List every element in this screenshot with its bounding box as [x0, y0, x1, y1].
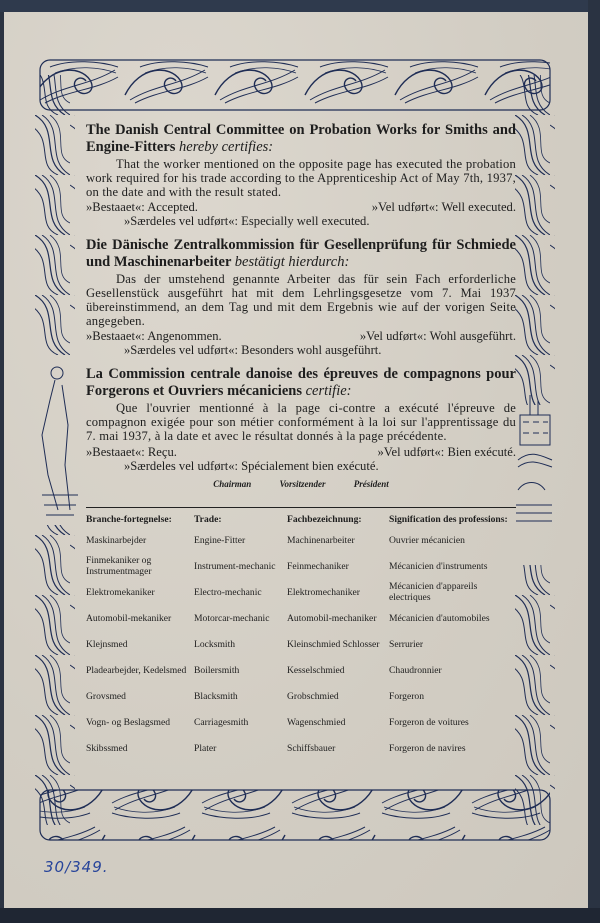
german-results-row [86, 330, 516, 344]
table-row [86, 684, 516, 710]
cell-danish: Automobil-mekaniker [86, 612, 172, 624]
english-results-row [86, 201, 516, 215]
cell-german: Machinenarbeiter [287, 534, 355, 546]
french-heading [86, 366, 516, 400]
table-row [86, 710, 516, 736]
cell-german: Kleinschmied Schlosser [287, 638, 380, 650]
cell-danish: Grovsmed [86, 690, 126, 702]
col-header-danish: Branche-fortegnelse: [86, 514, 172, 526]
handwritten-reference-number: 30/349. [44, 858, 109, 876]
cell-french: Mécanicien d'automobiles [389, 612, 490, 624]
result-recu: »Bestaaet«: Reçu. [86, 444, 177, 459]
cell-french: Forgeron de navires [389, 742, 466, 754]
trades-table [86, 513, 516, 762]
cell-danish: Pladearbejder, Kedelsmed [86, 664, 187, 676]
table-row [86, 528, 516, 554]
cell-english: Instrument-mechanic [194, 560, 276, 572]
cell-french: Ouvrier mécanicien [389, 534, 465, 546]
result-bien-execute: »Vel udført«: Bien exécuté. [377, 444, 516, 459]
cell-danish: Klejnsmed [86, 638, 128, 650]
cell-danish: Finmekaniker og Instrumentmager [86, 555, 152, 577]
table-row [86, 736, 516, 762]
signature-labels: Chairman Vorsitzender Président [213, 479, 389, 490]
cell-english: Carriagesmith [194, 716, 249, 728]
cell-french: Mécanicien d'instruments [389, 560, 488, 572]
german-body: Das der umstehend genannte Arbeiter das für sein Fach erforderliche Gesellenstück ausgeführt hat mit dem Lehrlingsgesetze vom 7. Mai 1937 übereinstimmend, an dem Tag und mit dem Ergebnis wie auf der vorigen Seite angegeben. [86, 272, 516, 328]
result-well-executed: »Vel udført«: Well executed. [371, 200, 516, 215]
book-cover-top-edge [0, 0, 600, 12]
french-section [86, 366, 516, 473]
cell-german: Schiffsbauer [287, 742, 336, 754]
french-body: Que l'ouvrier mentionné à la page ci-contre a exécuté l'épreuve de compagnon exigée pour son métier conformément à la loi sur l'apprentissage du 7. mai 1937, à la date et avec le résultat donnés à la page précédente. [86, 401, 516, 443]
cell-danish: Vogn- og Beslagsmed [86, 716, 171, 728]
german-heading [86, 237, 516, 271]
cell-german: Kesselschmied [287, 664, 345, 676]
town-illustration [516, 395, 552, 521]
result-besonders-wohl: »Særdeles vel udført«: Besonders wohl ausgeführt. [124, 343, 382, 358]
cell-german: Wagenschmied [287, 716, 346, 728]
cell-english: Blacksmith [194, 690, 238, 702]
german-heading-italic: bestätigt hierdurch: [234, 254, 350, 271]
table-row [86, 606, 516, 632]
english-section [86, 122, 516, 229]
cell-french: Forgeron de voitures [389, 716, 469, 728]
book-cover-right-edge [588, 0, 600, 923]
book-cover-bottom-edge [0, 908, 600, 923]
cell-french: Chaudronnier [389, 664, 442, 676]
cell-german: Automobil-mechaniker [287, 612, 377, 624]
table-row [86, 632, 516, 658]
certificate-text [86, 122, 516, 762]
cell-english: Electro-mechanic [194, 586, 262, 598]
english-heading-bold: The Danish Central Committee on Probation Works for Smiths and Engine-Fitters [86, 122, 516, 155]
french-heading-italic: certifie: [305, 383, 352, 400]
col-header-french: Signification des professions: [389, 514, 508, 526]
english-heading [86, 122, 516, 156]
col-header-german: Fachbezeichnung: [287, 514, 362, 526]
table-row [86, 554, 516, 580]
cell-french: Mécanicien d'appareils electriques [389, 581, 478, 603]
table-row [86, 580, 516, 606]
english-heading-italic: hereby certifies: [179, 139, 274, 155]
cell-french: Forgeron [389, 690, 424, 702]
cell-english: Boilersmith [194, 664, 240, 676]
result-wohl-ausgefuehrt: »Vel udført«: Wohl ausgeführt. [359, 329, 516, 344]
german-section [86, 237, 516, 358]
cell-danish: Elektromekaniker [86, 586, 155, 598]
german-heading-bold: Die Dänische Zentralkommission für Gesellenprüfung für Schmiede und Maschinenarbeiter [86, 237, 516, 271]
cell-english: Engine-Fitter [194, 534, 246, 546]
french-heading-bold: La Commission centrale danoise des épreuves de compagnons pour Forgerons et Ouvriers mécaniciens [86, 366, 516, 400]
cell-german: Elektromechaniker [287, 586, 360, 598]
cell-german: Grobschmied [287, 690, 339, 702]
col-header-english: Trade: [194, 514, 222, 526]
cell-french: Serrurier [389, 638, 424, 650]
english-body: That the worker mentioned on the opposite page has executed the probation work required for his trade according to the Apprenticeship Act of May 7th, 1937, on the date and with the result stated. [86, 157, 516, 199]
result-especially-well: »Særdeles vel udført«: Especially well executed. [124, 214, 370, 229]
cell-danish: Maskinarbejder [86, 534, 147, 546]
french-results-row [86, 446, 516, 460]
cell-english: Plater [194, 742, 217, 754]
table-header-row [86, 513, 516, 528]
cell-english: Motorcar-mechanic [194, 612, 270, 624]
cell-german: Feinmechaniker [287, 560, 349, 572]
divider-line [86, 507, 516, 508]
cell-english: Locksmith [194, 638, 236, 650]
result-specialement-bien: »Særdeles vel udført«: Spécialement bien exécuté. [124, 458, 379, 473]
table-row [86, 658, 516, 684]
result-angenommen: »Bestaaet«: Angenommen. [86, 329, 222, 344]
figure-illustration [42, 367, 78, 515]
cell-danish: Skibssmed [86, 742, 128, 754]
result-accepted: »Bestaaet«: Accepted. [86, 200, 198, 215]
